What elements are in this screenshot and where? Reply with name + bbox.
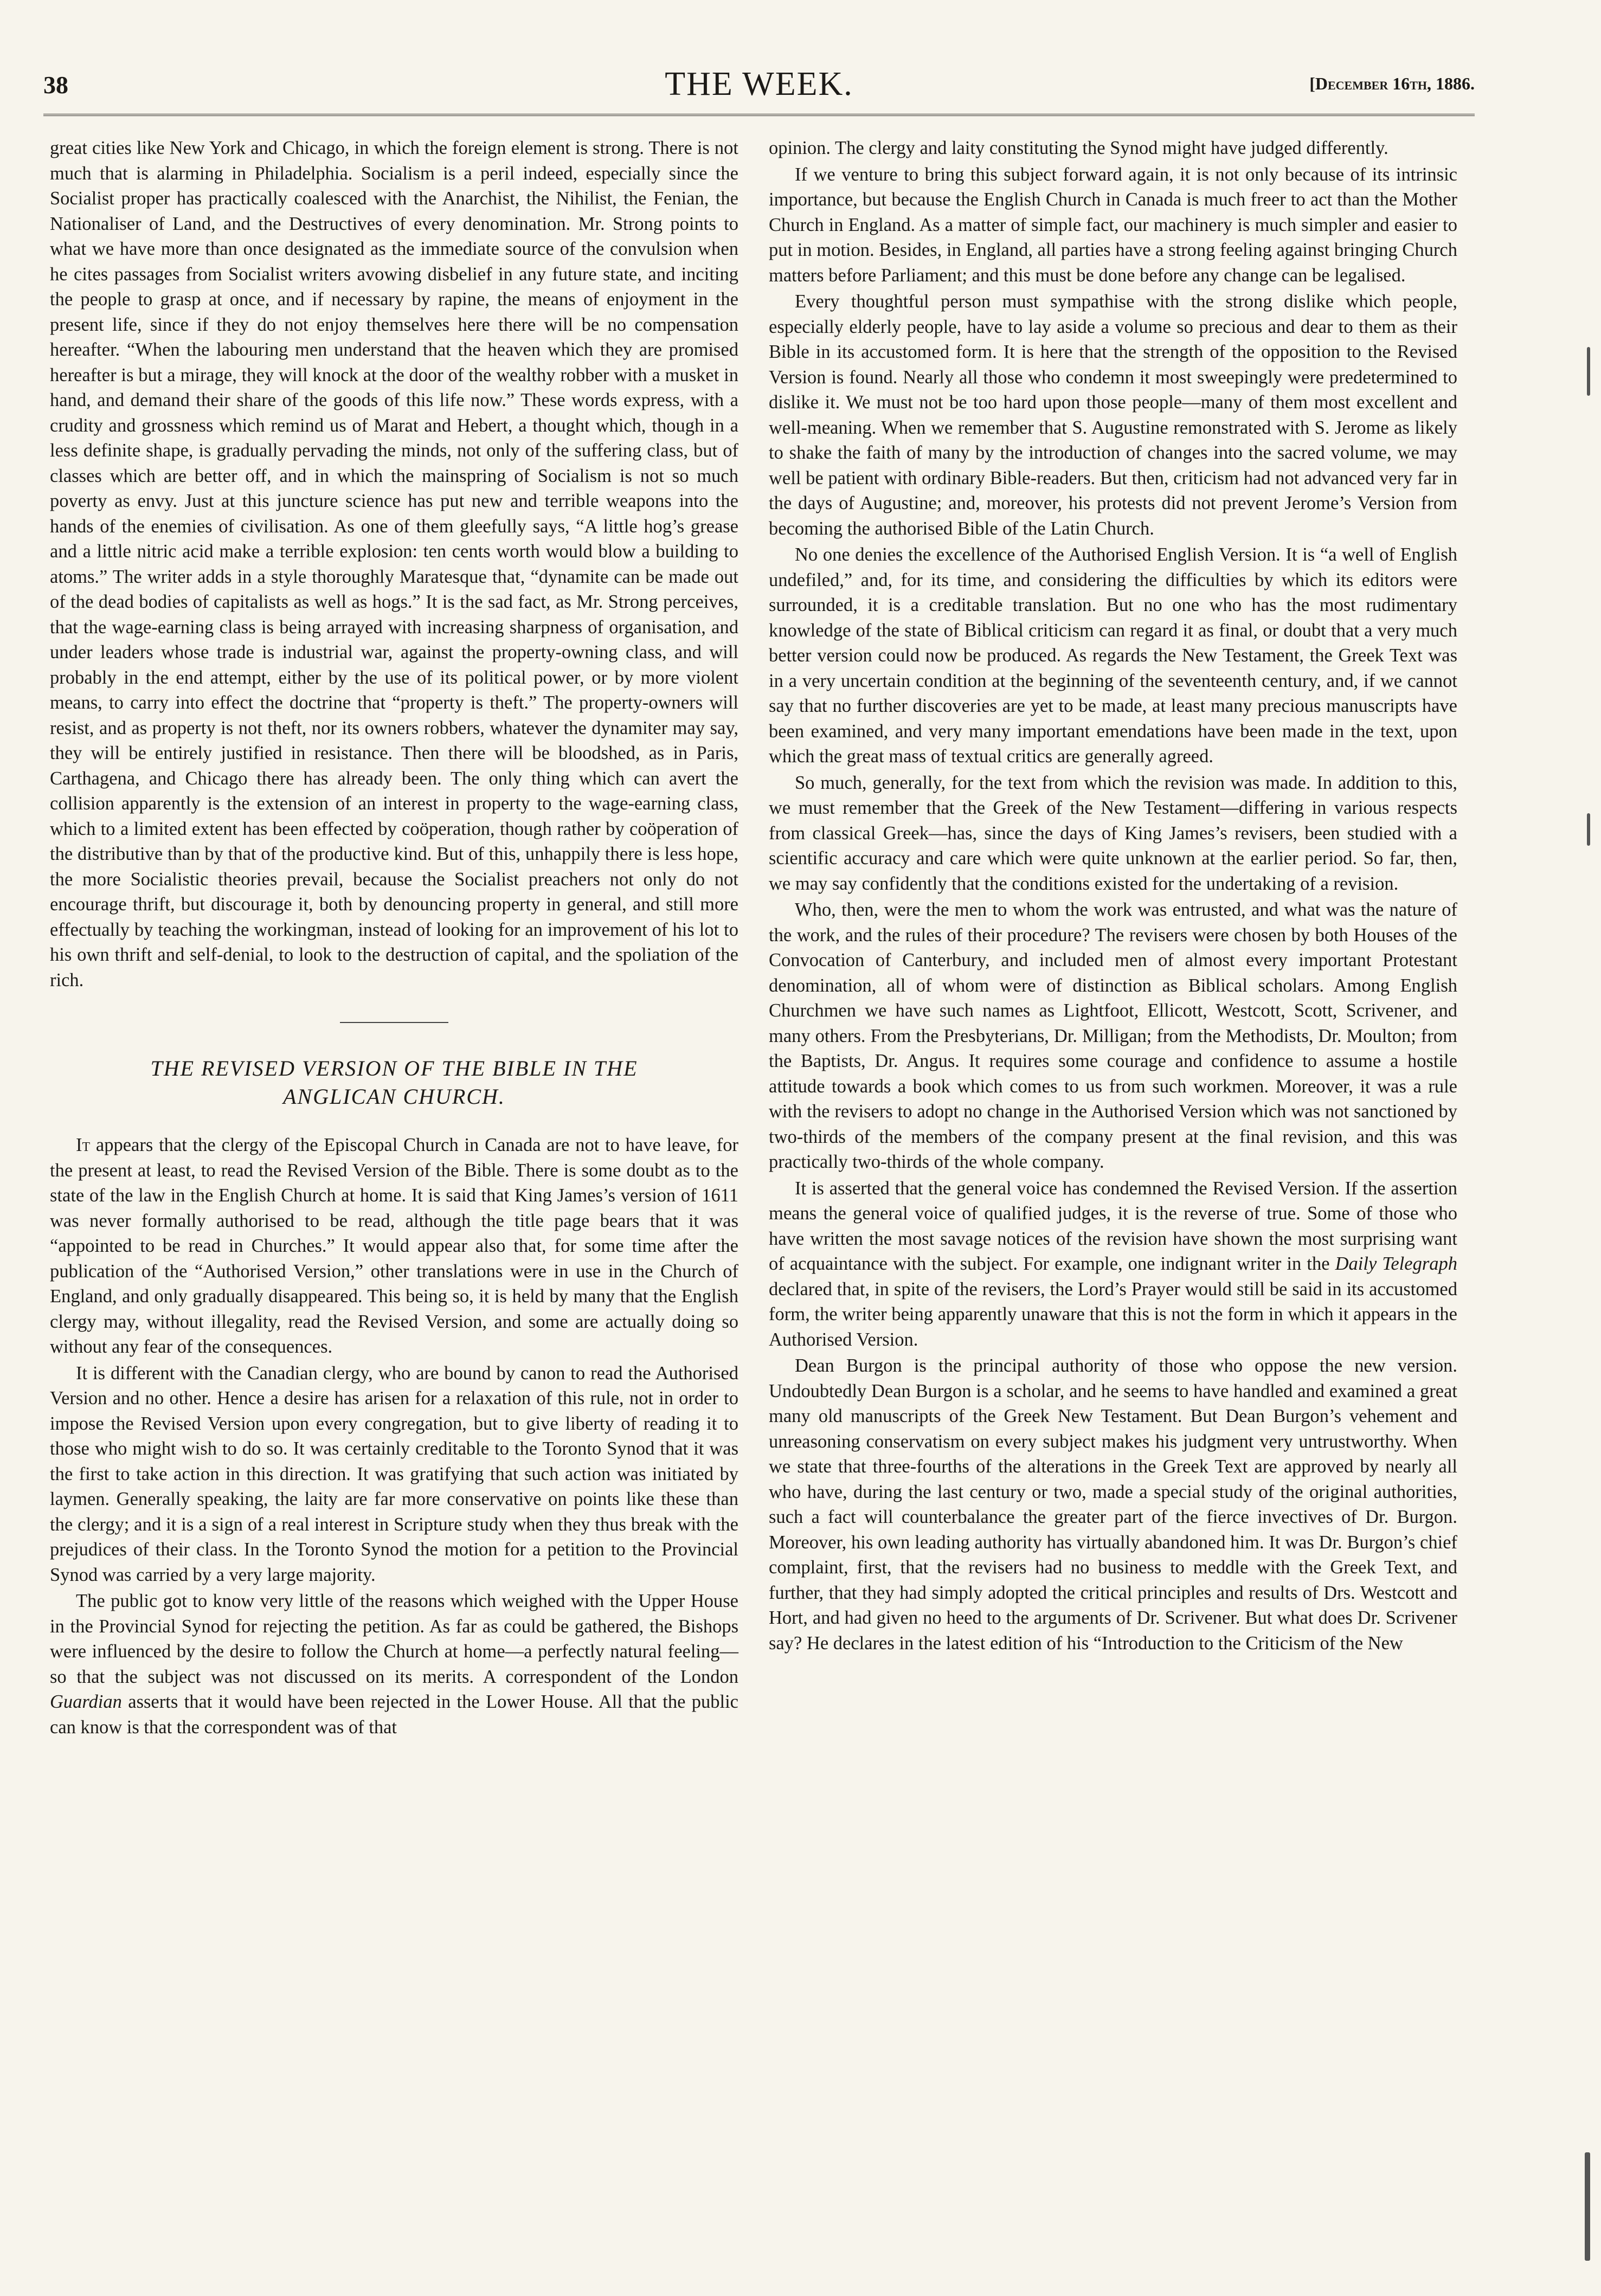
article-paragraph: great cities like New York and Chicago, in which the foreign element is strong. There is not much that is alarming in Philadelphia. Socialism is a peril indeed, especially since the Socialist proper has practically coalesced with the Anarchist, the Nihilist, the Fenian, the Nationaliser of Land, and the Destructives of every denomination. Mr. Strong points to what we have more than once designated as the immediate source of the convulsion when he cites passages from Socialist writers avowing disbelief in any future state, and inciting the people to grasp at once, and if necessary by rapine, the means of enjoyment in the present life, since if they do not enjoy themselves here there will be no compensation hereafter. “When the labouring men understand that the heaven which they are promised hereafter is but a mirage, they will knock at the door of the wealthy robber with a musket in hand, and demand their share of the goods of this life now.” These words express, with a crudity and grossness which remind us of Marat and Hebert, a thought which, though in a less definite shape, is gradually pervading the minds, not only of the suffering class, but of classes which are better off, and in which the mainspring of Socialism is not so much poverty as envy. Just at this juncture science has put new and terrible weapons into the hands of the enemies of civilisation. As one of them gleefully says, “A little hog’s grease and a little nitric acid make a terrible explosion: ten cents worth would blow a building to atoms.” The writer adds in a style thoroughly Maratesque that, “dynamite can be made out of the dead bodies of capitalists as well as hogs.” It is the sad fact, as Mr. Strong perceives, that the wage-earning class is being arrayed with increasing sharpness of organisation, and under leaders whose trade is industrial war, against the property-owning class, and will probably in the end attempt, either by the use of its political power, or by more violent means, to carry into effect the doctrine that “property is theft.” The property-owners will resist, and as property is not theft, nor its owners robbers, whatever the dynamiter may say, they will be entirely justified in resistance. Then there will be bloodshed, as in Paris, Carthagena, and Chicago there has already been. The only thing which can avert the collision apparently is the extension of an interest in property to the wage-earning class, which to a limited extent has been effected by coöperation, though rather by coöperation of the distributive than by that of the productive kind. But of this, unhappily there is less hope, the more Socialistic theories prevail, because the Socialist preachers not only do not encourage thrift, but discourage it, both by denouncing property in general, and still more effectually by teaching the workingman, instead of looking for an improvement of his lot to his own thrift and self-denial, to look to the destruction of capital, and the spoliation of the rich. bbox=[50, 138, 738, 991]
page-number: 38 bbox=[43, 71, 68, 99]
section-divider bbox=[340, 1022, 448, 1023]
opening-word: It bbox=[76, 1135, 91, 1155]
masthead: THE WEEK. bbox=[665, 66, 853, 102]
header-rule bbox=[43, 114, 1475, 116]
article-paragraph: Every thoughtful person must sympathise with the strong dislike which people, especially elderly people, have to lay aside a volume so precious and dear to them as their Bible in its accustomed form. It is here that the strength of the opposition to the Revised Version is found. Nearly all those who condemn it most sweepingly were predetermined to dislike it. We must not be too hard upon those people—many of them most excellent and well-meaning. When we remember that S. Augustine remonstrated with S. Jerome as likely to shake the faith of many by the introduction of changes into the sacred volume, we may well be patient with ordinary Bible-readers. But then, criticism had not advanced very far in the days of Augustine; and, moreover, his protests did not prevent Jerome’s Version from becoming the authorised Bible of the Latin Church. bbox=[769, 291, 1457, 539]
article-paragraph: opinion. The clergy and laity constituting the Synod might have judged differently. bbox=[769, 138, 1388, 158]
paragraph-text: asserts that it would have been rejected in the Lower House. All that the public can know is that the correspondent was of that bbox=[50, 1692, 738, 1738]
paragraph-text: The public got to know very little of the reasons which weighed with the Upper House in the Provincial Synod for rejecting the petition. As far as could be gathered, the Bishops were influenced by the desire to follow the Church at home—a perfectly natural feeling—so that the subject was not discussed on its merits. A correspondent of the London bbox=[50, 1591, 738, 1687]
article-paragraph: If we venture to bring this subject forward again, it is not only because of its intrinsic importance, but because the English Church in Canada is much freer to act than the Mother Church in England. As a matter of simple fact, our machinery is much simpler and easier to put in motion. Besides, in England, all parties have a strong feeling against bringing Church matters before Parliament; and this must be done before any change can be legalised. bbox=[769, 164, 1457, 286]
margin-mark bbox=[1587, 347, 1590, 396]
article-paragraph: It is different with the Canadian clergy, who are bound by canon to read the Authorised Version and no other. Hence a desire has arisen for a relaxation of this rule, not in order to impose the Revised Version upon every congregation, but to give liberty of reading it to those who might wish to do so. It was certainly creditable to the Toronto Synod that it was the first to take action in this direction. It was gratifying that such action was initiated by laymen. Generally speaking, the laity are far more conservative on points like these than the clergy; and it is a sign of a real interest in Scripture study when they thus break with the prejudices of their class. In the Toronto Synod the motion for a petition to the Provincial Synod was carried by a very large majority. bbox=[50, 1362, 738, 1585]
margin-mark bbox=[1587, 813, 1590, 846]
article-paragraph: No one denies the excellence of the Authorised English Version. It is “a well of English undefiled,” and, for its time, and considering the difficulties by which its editors were surrounded, it is a creditable translation. But no one who has the most rudimentary knowledge of the state of Biblical criticism can regard it as final, or doubt that a very much better version could now be produced. As regards the New Testament, the Greek Text was in a very uncertain condition at the beginning of the seventeenth century, and, if we cannot say that no further discoveries are yet to be made, at least many precious manuscripts have been examined, and very many important emendations have been made in the text, upon which the great mass of textual critics are generally agreed. bbox=[769, 544, 1457, 767]
paragraph-text: appears that the clergy of the Episcopal Church in Canada are not to have leave, for the present at least, to read the Revised Version of the Bible. There is some doubt as to the state of the law in the English Church at home. It is said that King James’s version of 1611 was never formally authorised to be read, although the title page bears that it was “appointed to be read in Churches.” It would appear also that, for some time after the publication of the “Authorised Version,” other translations were in use in the Church of England, and only gradually disappeared. This being so, it is held by many that the English clergy may, without illegality, read the Revised Version, and some are actually doing so without any fear of the consequences. bbox=[50, 1135, 738, 1357]
section-title-line: THE REVISED VERSION OF THE BIBLE IN THE bbox=[150, 1056, 638, 1081]
section-title-line: ANGLICAN CHURCH. bbox=[283, 1084, 505, 1109]
article-paragraph: Dean Burgon is the principal authority of those who oppose the new version. Undoubtedly Dean Burgon is a scholar, and he seems to have handled and examined a great many old manuscripts of the Greek New Testament. But Dean Burgon’s vehement and unreasoning conservatism on every subject makes his judgment very untrustworthy. When we state that three-fourths of the alterations in the Greek Text are approved by nearly all who have, during the last century or two, made a special study of the original authorities, such a fact will counterbalance the greater part of the fierce invectives of Dr. Burgon. Moreover, his own leading authority has virtually abandoned him. It was Dr. Burgon’s chief complaint, first, that the revisers had no business to meddle with the Greek Text, and further, that they had simply adopted the critical principles and results of Drs. Westcott and Hort, and had given no heed to the arguments of Dr. Scrivener. But what does Dr. Scrivener say? He declares in the latest edition of his “Introduction to the Criticism of the New bbox=[769, 1355, 1457, 1654]
article-paragraph bbox=[769, 1176, 1457, 1353]
paragraph-text: declared that, in spite of the revisers, the Lord’s Prayer would still be said in its accustomed form, the writer being apparently unaware that this is not the form in which it appears in the Authorised Version. bbox=[769, 1278, 1457, 1350]
margin-mark bbox=[1585, 2152, 1590, 2261]
right-column bbox=[769, 136, 1457, 1656]
article-paragraph: So much, generally, for the text from which the revision was made. In addition to this, we must remember that the Greek of the New Testament—differing in various respects from classical Greek—has, since the days of King James’s revisers, been studied with a scientific accuracy and care which were quite unknown at the earlier period. So far, then, we may say confidently that the conditions existed for the undertaking of a revision. bbox=[769, 772, 1457, 894]
paragraph-text: It is asserted that the general voice has condemned the Revised Version. If the assertion means the general voice of qualified judges, it is the reverse of true. Some of those who have written the most savage notices of the revision have shown the most surprising want of acquaintance with the subject. For example, one indignant writer in the bbox=[769, 1178, 1457, 1274]
publication-name: Daily Telegraph bbox=[1335, 1253, 1458, 1274]
issue-date: [December 16th, 1886. bbox=[1309, 74, 1475, 93]
left-column bbox=[50, 136, 738, 1740]
article-paragraph: Who, then, were the men to whom the work was entrusted, and what was the nature of the work, and the rules of their procedure? The revisers were chosen by both Houses of the Convocation of Canterbury, and included men of almost every important Protestant denomination, all of whom were of distinction as Biblical scholars. Among English Churchmen we have such names as Lightfoot, Ellicott, Westcott, Scott, Scrivener, and many others. From the Presbyterians, Dr. Milligan; from the Methodists, Dr. Moulton; from the Baptists, Dr. Angus. It requires some courage and confidence to assume a hostile attitude towards a book which comes to us from such workmen. Moreover, it was a rule with the revisers to adopt no change in the Authorised Version which was not sanctioned by two-thirds of the members of the company present at the final revision, and this was practically two-thirds of the whole company. bbox=[769, 899, 1457, 1172]
article-paragraph bbox=[50, 1133, 738, 1360]
page-header bbox=[43, 66, 1475, 108]
section-title bbox=[50, 1054, 738, 1111]
article-paragraph bbox=[50, 1588, 738, 1740]
publication-name: Guardian bbox=[50, 1692, 122, 1712]
